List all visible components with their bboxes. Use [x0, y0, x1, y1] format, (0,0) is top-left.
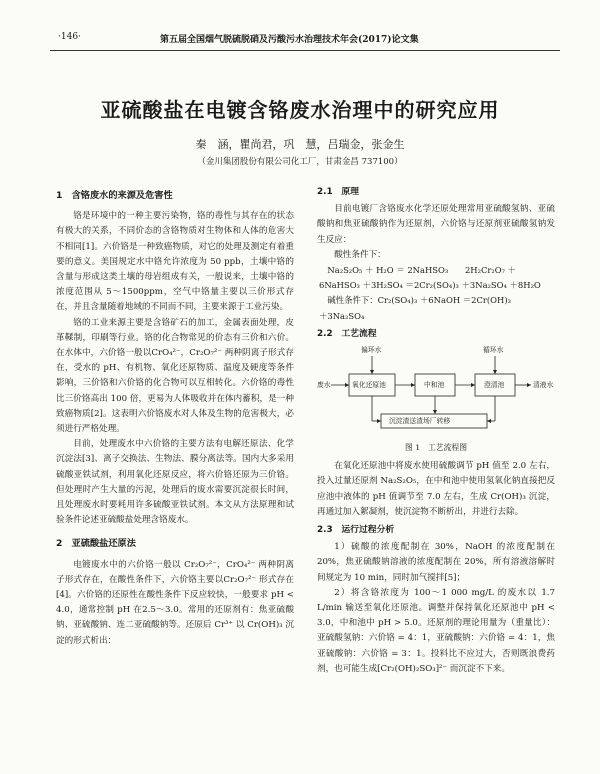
box-reduction-pool: 氧化还原池 — [352, 381, 386, 390]
right-column — [317, 182, 555, 677]
box-sludge: 沉淀渣送渣场厂转移 — [389, 417, 451, 426]
page-number: ·146· — [58, 32, 81, 42]
flow-reductant-label: 偏环水 — [361, 346, 382, 355]
section-1-paragraph-2: 铬的工业来源主要是含铬矿石的加工，金属表面处理，皮革鞣制，印刷等行业。铬的化合物常见的价态有三价和六价。在水体中，六价铬一般以CrO₄²⁻，Cr₂O₇²⁻ 两种阴离子形式存在，受水的 pH、有机物、氧化还原物质、温度及硬度等条件影响，三价铬和六价铬的化合物可以互相转化。六价铬的毒性比三价铬高出 100 倍，更易为人体吸收并在体内蓄积，是一种致癌物质[2]。这表明六价铬废水对人体及生物的危害极大，必须进行严格处理。 — [56, 317, 294, 435]
section-2-2-paragraph: 在氧化还原池中将废水使用硫酸调节 pH 值至 2.0 左右，投入过量还原剂 Na₂S₂O₅，在中和池中使用氢氧化钠直接把反应池中液体的 pH 值调节至 7.0 左右，生成 Cr(OH)₃ 沉淀，再通过加入絮凝剂，使沉淀物不断析出，并进行去除。 — [317, 461, 555, 517]
section-2-heading: 2 亚硫酸盐还原法 — [56, 538, 136, 550]
acid-condition-label: 酸性条件下： — [334, 249, 386, 260]
equation-2: 6NaHSO₃ ＋3H₂SO₄ ＝2Cr₂(SO₄)₃ ＋3Na₂SO₄ ＋8H₂O — [319, 280, 541, 291]
flow-lines — [317, 344, 555, 440]
section-1-paragraph-1: 铬是环境中的一种主要污染物，铬的毒性与其存在的状态有极大的关系，不同价态的含铬物质对生物体和人体的危害大不相同[1]。六价铬是一种致癌物质，对它的处理及测定有着重要的意义。美国规定水中铬允许浓度为 50 ppb，土壤中铬的含量与形成这类土壤的母岩组成有关，一般说来，土壤中铬的浓度范围从 5～1500ppm，空气中铬量主要以三价形式存在，并且含量随着地域的不同而不同，主要来源于工业污染。 — [56, 211, 294, 313]
equation-3: 碱性条件下：Cr₂(SO₄)₃ ＋6NaOH ＝2Cr(OH)₃ — [327, 295, 511, 306]
flow-output-label: 清液水 — [533, 381, 554, 390]
flow-feed-label: 废水 — [317, 381, 331, 390]
journal-title: 第五届全国烟气脱硫脱硝及污酸污水治理技术年会(2017)论文集 — [160, 35, 419, 45]
authors: 秦 涵，瞿尚君，巩 慧，吕瑞金，张金生 — [195, 138, 405, 151]
section-2-3-heading: 2.3 运行过程分析 — [317, 525, 395, 536]
section-2-1-heading: 2.1 原理 — [317, 187, 359, 197]
running-header — [50, 30, 560, 51]
paper-title: 亚硫酸盐在电镀含铬废水治理中的研究应用 — [100, 98, 500, 122]
section-2-3-item-2: 2）将含铬浓度为 100～1 000 mg/L 的废水以 1.7 L/min 输送至氧化还原池。调整并保持氧化还原池中 pH < 3.0，中和池中 pH > 5.0。还原剂的理论用量为（重量比）：亚硫酸氢钠：六价铬 = 4：1，亚硫酸钠：六价铬 = 4：1，焦亚硫酸钠：六价铬 = 3：1。投料比不应过大，否则既浪费药剂，也可能生成[Cr₂(OH)₂SO₃]²⁻ 而沉淀不下来。 — [317, 587, 555, 674]
box-neutral-pool: 中和池 — [424, 381, 445, 390]
section-2-3-item-1: 1）硫酸的浓度配制在 30%，NaOH 的浓度配制在 20%，焦亚硫酸钠溶液的浓度配制在 20%，所有溶液溶解时间规定为 10 min，同时加气搅拌[5]； — [317, 542, 555, 583]
figure-caption: 图 1 工艺流程图 — [404, 443, 468, 453]
section-1-heading: 1 含铬废水的来源及危害性 — [56, 190, 173, 201]
affiliation: （金川集团股份有限公司化工厂，甘肃金昌 737100） — [197, 157, 403, 167]
equation-1: Na₂S₂O₅ ＋ H₂O ＝ 2NaHSO₃ 2H₂Cr₂O₇ ＋ — [327, 265, 516, 276]
equation-4: ＋3Na₂SO₄ — [319, 310, 365, 321]
left-column — [56, 184, 294, 649]
section-2-2-heading: 2.2 工艺流程 — [317, 328, 377, 339]
process-flow-diagram — [317, 344, 555, 440]
section-2-paragraph-1: 电镀废水中的六价铬一般以 Cr₂O₇²⁻，CrO₄²⁻ 两种阴离子形式存在，在酸性条件下，六价铬主要以Cr₂O₇²⁻ 形式存在[4]。六价铬的还原性在酸性条件下反应较快，一般要求 pH < 4.0，通常控制 pH 在2.5～3.0。常用的还原剂有：焦亚硫酸钠、亚硫酸钠、连二亚硫酸钠等。还原后 Cr³⁺ 以 Cr(OH)₃ 沉淀的形式析出： — [56, 559, 294, 646]
box-clarifier: 澄清池 — [484, 381, 505, 390]
section-2-1-paragraph: 目前电镀厂含铬废水化学还原处理常用亚硫酸氢钠、亚硫酸钠和焦亚硫酸钠作为还原剂，六价铬与还原剂亚硫酸氢钠发生反应： — [317, 204, 555, 245]
flow-recycle-label: 循环水 — [483, 346, 504, 355]
section-1-paragraph-3: 目前，处理废水中六价铬的主要方法有电解还原法、化学沉淀法[3]、离子交换法、生物法、膜分离法等。国内大多采用硫酸亚铁试剂，利用氧化还原反应，将六价铬还原为三价铬。但处理时产生大量的污泥，处理后的废水需要沉淀很长时间，且处理废水时要耗用许多硫酸亚铁试剂。本文从方法原理和试验条件论述亚硫酸盐处理含铬废水。 — [56, 439, 294, 526]
